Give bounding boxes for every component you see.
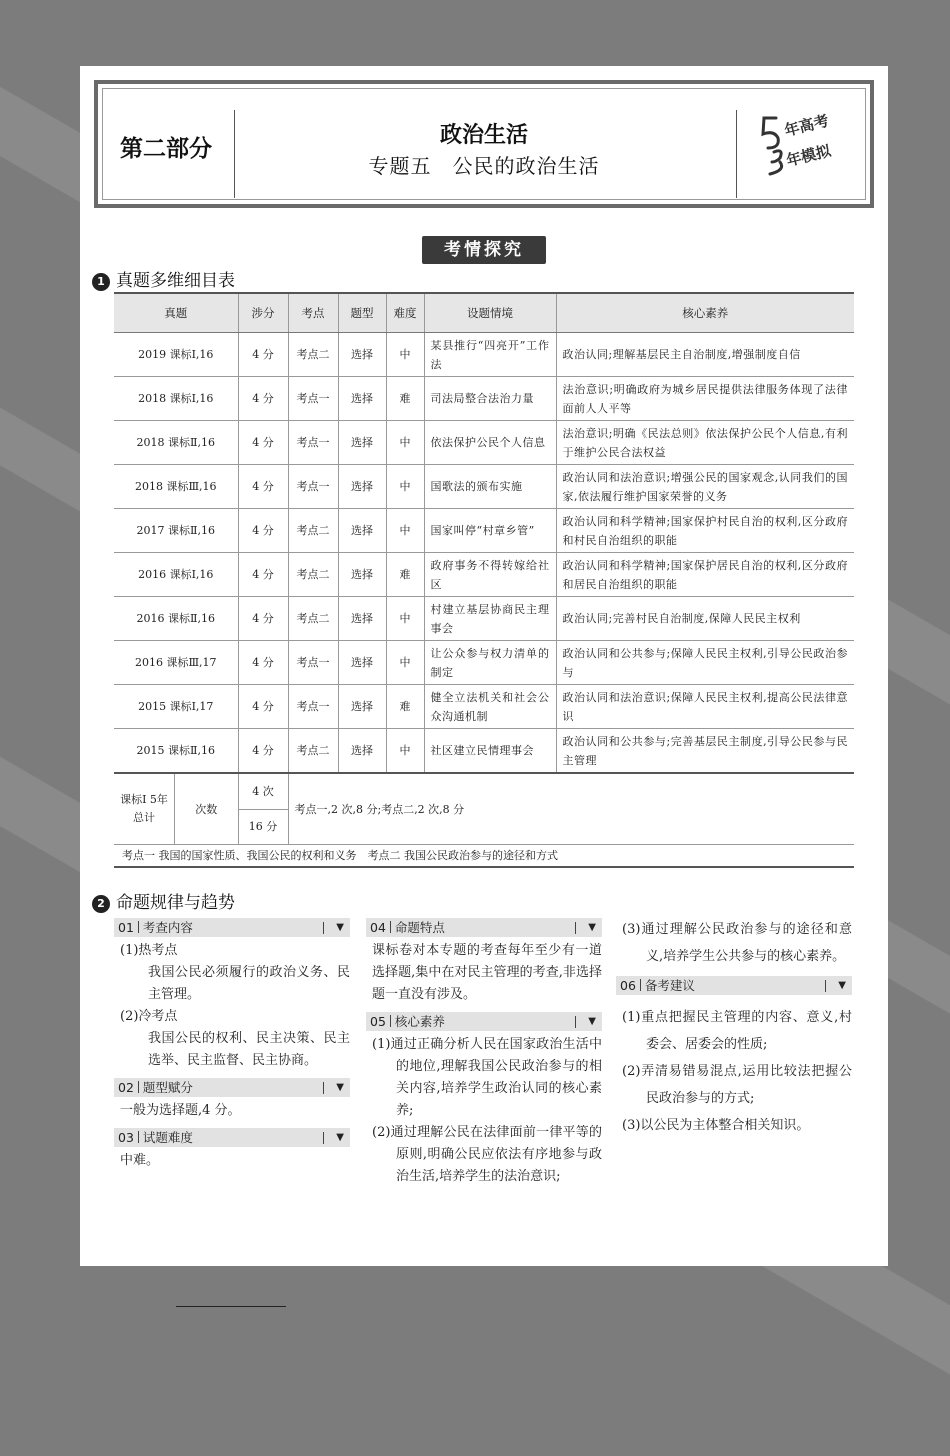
literacy-item-3: (3)通过理解公民政治参与的途径和意义,培养学生公共参与的核心素养。 bbox=[622, 922, 852, 964]
table-footnote: 考点一 我国的国家性质、我国公民的权利和义务 考点二 我国公民政治参与的途径和方式 bbox=[114, 844, 854, 868]
cell-difficulty: 中 bbox=[386, 465, 424, 509]
cold-text: 我国公民的权利、民主决策、民主选举、民主监督、民主协商。 bbox=[148, 1031, 350, 1068]
cell-scene: 司法局整合法治力量 bbox=[424, 377, 556, 421]
chevron-down-icon[interactable]: ▼ bbox=[838, 980, 846, 991]
cell-literacy: 法治意识;明确《民法总则》依法保护公民个人信息,有利于维护公民合法权益 bbox=[556, 421, 854, 465]
section-2-title bbox=[92, 888, 235, 913]
col-header: 题型 bbox=[338, 293, 386, 333]
cell-score: 4 分 bbox=[238, 553, 288, 597]
block-header-06[interactable] bbox=[616, 976, 852, 995]
cell-point: 考点一 bbox=[288, 421, 338, 465]
cell-score: 4 分 bbox=[238, 641, 288, 685]
cell-scene: 村建立基层协商民主理事会 bbox=[424, 597, 556, 641]
cell-literacy: 政治认同;理解基层民主自治制度,增强制度自信 bbox=[556, 333, 854, 377]
cell-exam: 2018 课标Ⅲ,16 bbox=[114, 465, 238, 509]
summary-count-label: 次数 bbox=[195, 802, 218, 816]
advice-item-3: (3)以公民为主体整合相关知识。 bbox=[622, 1118, 810, 1133]
col-header: 难度 bbox=[386, 293, 424, 333]
cell-type: 选择 bbox=[338, 509, 386, 553]
table-header-row bbox=[114, 293, 854, 333]
cell-literacy: 法治意识;明确政府为城乡居民提供法律服务体现了法律面前人人平等 bbox=[556, 377, 854, 421]
cell-type: 选择 bbox=[338, 641, 386, 685]
block-header-02[interactable] bbox=[114, 1078, 350, 1097]
cell-exam: 2019 课标Ⅰ,16 bbox=[114, 333, 238, 377]
cell-literacy: 政治认同和公共参与;完善基层民主制度,引导公民参与民主管理 bbox=[556, 729, 854, 774]
type-text: 一般为选择题,4 分。 bbox=[120, 1103, 241, 1118]
section-1-title bbox=[92, 266, 235, 291]
cell-scene: 国家叫停“村章乡管” bbox=[424, 509, 556, 553]
literacy-item-1: (1)通过正确分析人民在国家政治生活中的地位,理解我国公民政治参与的相关内容,培养学生政治认同的核心素养; bbox=[372, 1037, 602, 1118]
cell-scene: 让公众参与权力清单的制定 bbox=[424, 641, 556, 685]
cell-point: 考点二 bbox=[288, 333, 338, 377]
chevron-down-icon[interactable]: ▼ bbox=[336, 1132, 344, 1143]
table-row bbox=[114, 421, 854, 465]
cold-label: (2)冷考点 bbox=[120, 1009, 178, 1024]
col-header: 考点 bbox=[288, 293, 338, 333]
block-number: 06 bbox=[620, 978, 636, 993]
cell-difficulty: 中 bbox=[386, 641, 424, 685]
difficulty-text: 中难。 bbox=[120, 1153, 160, 1168]
cell-difficulty: 中 bbox=[386, 509, 424, 553]
table-row bbox=[114, 509, 854, 553]
cell-score: 4 分 bbox=[238, 333, 288, 377]
cell-point: 考点二 bbox=[288, 597, 338, 641]
summary-score-value: 16 分 bbox=[238, 809, 288, 844]
cell-difficulty: 中 bbox=[386, 597, 424, 641]
cell-literacy: 政治认同;完善村民自治制度,保障人民民主权利 bbox=[556, 597, 854, 641]
block-header-04[interactable] bbox=[366, 918, 602, 937]
table-row bbox=[114, 377, 854, 421]
block-header-05[interactable] bbox=[366, 1012, 602, 1031]
cell-point: 考点一 bbox=[288, 641, 338, 685]
cell-type: 选择 bbox=[338, 465, 386, 509]
table-row bbox=[114, 685, 854, 729]
cell-difficulty: 中 bbox=[386, 729, 424, 774]
block-header-01[interactable] bbox=[114, 918, 350, 937]
cell-literacy: 政治认同和公共参与;保障人民民主权利,引导公民政治参与 bbox=[556, 641, 854, 685]
block-title: 试题难度 bbox=[142, 1130, 193, 1145]
column-1 bbox=[114, 918, 350, 1172]
advice-item-1: (1)重点把握民主管理的内容、意义,村委会、居委会的性质; bbox=[622, 1010, 852, 1052]
section-number: 2 bbox=[92, 895, 110, 913]
cell-difficulty: 难 bbox=[386, 553, 424, 597]
cell-type: 选择 bbox=[338, 685, 386, 729]
cell-literacy: 政治认同和科学精神;国家保护居民自治的权利,区分政府和居民自治组织的职能 bbox=[556, 553, 854, 597]
cell-scene: 政府事务不得转嫁给社区 bbox=[424, 553, 556, 597]
cell-score: 4 分 bbox=[238, 509, 288, 553]
literacy-item-2: (2)通过理解公民在法律面前一律平等的原则,明确公民应依法有序地参与政治生活,培养学生的法治意识; bbox=[372, 1125, 602, 1184]
cell-point: 考点一 bbox=[288, 685, 338, 729]
cell-literacy: 政治认同和法治意识;保障人民民主权利,提高公民法律意识 bbox=[556, 685, 854, 729]
page-title: 政治生活 bbox=[439, 123, 528, 148]
block-header-03[interactable] bbox=[114, 1128, 350, 1147]
cell-scene: 国歌法的颁布实施 bbox=[424, 465, 556, 509]
cell-literacy: 政治认同和科学精神;国家保护村民自治的权利,区分政府和村民自治组织的职能 bbox=[556, 509, 854, 553]
feature-text: 课标卷对本专题的考查每年至少有一道选择题,集中在对民主管理的考查,非选择题一直没有涉及。 bbox=[372, 943, 602, 1002]
cell-score: 4 分 bbox=[238, 729, 288, 774]
section-1-label: 真题多维细目表 bbox=[116, 271, 235, 291]
cell-type: 选择 bbox=[338, 421, 386, 465]
cell-exam: 2018 课标Ⅰ,16 bbox=[114, 377, 238, 421]
page-subtitle: 专题五 公民的政治生活 bbox=[368, 154, 600, 178]
cell-literacy: 政治认同和法治意识;增强公民的国家观念,认同我们的国家,依法履行维护国家荣誉的义务 bbox=[556, 465, 854, 509]
brand-logo bbox=[758, 108, 862, 180]
table-row bbox=[114, 553, 854, 597]
chevron-down-icon[interactable]: ▼ bbox=[336, 1082, 344, 1093]
chevron-down-icon[interactable]: ▼ bbox=[588, 1016, 596, 1027]
col-header: 设题情境 bbox=[424, 293, 556, 333]
cell-type: 选择 bbox=[338, 333, 386, 377]
table-row bbox=[114, 729, 854, 774]
part-label: 第二部分 bbox=[120, 136, 212, 162]
cell-exam: 2016 课标Ⅰ,16 bbox=[114, 553, 238, 597]
block-title: 备考建议 bbox=[644, 978, 695, 993]
cell-point: 考点一 bbox=[288, 465, 338, 509]
section-banner: 考情探究 bbox=[422, 236, 546, 264]
logo-text-top: 年高考 bbox=[782, 111, 831, 140]
bottom-rule bbox=[176, 1306, 286, 1307]
cell-score: 4 分 bbox=[238, 597, 288, 641]
block-number: 05 bbox=[370, 1014, 386, 1029]
col-header: 真题 bbox=[114, 293, 238, 333]
cell-exam: 2015 课标Ⅰ,17 bbox=[114, 685, 238, 729]
col-header: 涉分 bbox=[238, 293, 288, 333]
cell-type: 选择 bbox=[338, 729, 386, 774]
block-number: 04 bbox=[370, 920, 386, 935]
cell-difficulty: 难 bbox=[386, 685, 424, 729]
cell-difficulty: 中 bbox=[386, 333, 424, 377]
cell-exam: 2015 课标Ⅱ,16 bbox=[114, 729, 238, 774]
column-2 bbox=[366, 918, 602, 1188]
block-number: 03 bbox=[118, 1130, 134, 1145]
cell-difficulty: 难 bbox=[386, 377, 424, 421]
cell-scene: 健全立法机关和社会公众沟通机制 bbox=[424, 685, 556, 729]
logo-text-bottom: 年模拟 bbox=[784, 141, 833, 170]
summary-row bbox=[114, 773, 854, 809]
cell-score: 4 分 bbox=[238, 421, 288, 465]
section-number: 1 bbox=[92, 273, 110, 291]
cell-score: 4 分 bbox=[238, 377, 288, 421]
cell-type: 选择 bbox=[338, 377, 386, 421]
exam-table bbox=[114, 292, 854, 845]
column-3 bbox=[616, 916, 852, 1139]
block-title: 题型赋分 bbox=[142, 1080, 193, 1095]
summary-label: 课标Ⅰ 5年 总计 bbox=[114, 774, 175, 844]
cell-exam: 2016 课标Ⅱ,16 bbox=[114, 597, 238, 641]
cell-point: 考点二 bbox=[288, 729, 338, 774]
block-number: 02 bbox=[118, 1080, 134, 1095]
table-row bbox=[114, 641, 854, 685]
divider bbox=[736, 110, 737, 198]
block-number: 01 bbox=[118, 920, 134, 935]
cell-score: 4 分 bbox=[238, 465, 288, 509]
col-header: 核心素养 bbox=[556, 293, 854, 333]
cell-type: 选择 bbox=[338, 553, 386, 597]
cell-scene: 某县推行“四亮开”工作法 bbox=[424, 333, 556, 377]
chevron-down-icon[interactable]: ▼ bbox=[336, 922, 344, 933]
cell-score: 4 分 bbox=[238, 685, 288, 729]
cell-scene: 依法保护公民个人信息 bbox=[424, 421, 556, 465]
chevron-down-icon[interactable]: ▼ bbox=[588, 922, 596, 933]
table-row bbox=[114, 333, 854, 377]
table-row bbox=[114, 465, 854, 509]
block-title: 考查内容 bbox=[142, 920, 193, 935]
page bbox=[80, 66, 888, 1266]
table-row bbox=[114, 597, 854, 641]
cell-point: 考点二 bbox=[288, 553, 338, 597]
cell-exam: 2017 课标Ⅱ,16 bbox=[114, 509, 238, 553]
cell-exam: 2016 课标Ⅲ,17 bbox=[114, 641, 238, 685]
block-title: 核心素养 bbox=[394, 1014, 445, 1029]
hot-label: (1)热考点 bbox=[120, 943, 178, 958]
page-header bbox=[94, 80, 874, 208]
cell-scene: 社区建立民情理事会 bbox=[424, 729, 556, 774]
hot-text: 我国公民必须履行的政治义务、民主管理。 bbox=[148, 965, 350, 1002]
block-title: 命题特点 bbox=[394, 920, 445, 935]
section-2-label: 命题规律与趋势 bbox=[116, 893, 235, 913]
cell-point: 考点一 bbox=[288, 377, 338, 421]
summary-label-cell bbox=[114, 773, 238, 845]
cell-difficulty: 中 bbox=[386, 421, 424, 465]
summary-detail: 考点一,2 次,8 分;考点二,2 次,8 分 bbox=[288, 773, 854, 845]
cell-point: 考点二 bbox=[288, 509, 338, 553]
summary-count-value: 4 次 bbox=[238, 773, 288, 809]
cell-type: 选择 bbox=[338, 597, 386, 641]
advice-item-2: (2)弄清易错易混点,运用比较法把握公民政治参与的方式; bbox=[622, 1064, 852, 1106]
cell-exam: 2018 课标Ⅱ,16 bbox=[114, 421, 238, 465]
